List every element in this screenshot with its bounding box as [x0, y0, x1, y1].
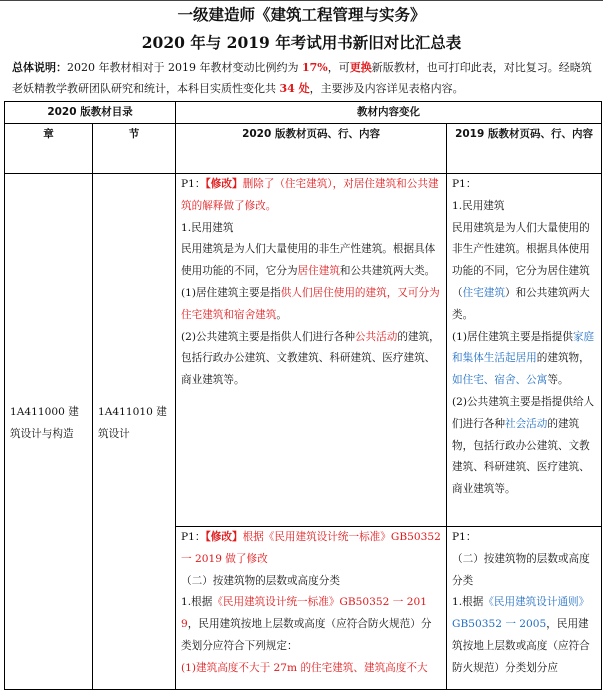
change-percent: 17%: [301, 61, 328, 74]
content-text: (2)公共建筑主要是指供人们进行各种: [181, 330, 355, 343]
row2-2020-note: [181, 527, 441, 571]
summary-label: 总体说明：: [12, 61, 67, 74]
content-line: [452, 392, 596, 501]
content-text: 和公共建筑两大类。: [339, 265, 436, 278]
header-2019-content: 2019 版教材页码、行、内容: [447, 124, 602, 174]
changed-text: 《民用建筑设计统一标准》GB50352 一 2019: [181, 596, 427, 631]
page-ref: P1：: [452, 531, 477, 543]
modify-note: 删除了（住宅建筑），对居住建筑和公共建筑的解释做了修改。: [181, 178, 439, 212]
content-text: 的建筑物，包括行政办公建筑、文教建筑、科研建筑、医疗建筑、商业建筑等。: [452, 417, 590, 496]
content-text: ，民用建筑按地上层数或高度（应符合防火规范）分类划分应符合下列规定：: [181, 618, 432, 652]
content-line: [181, 283, 441, 327]
changed-text: 家庭和集体生活起居用: [452, 330, 595, 365]
row1-2020-note: [181, 174, 441, 218]
summary-text: 2020 年教材相对于 2019 年教材变动比例约为: [67, 61, 302, 74]
replace-emphasis: 更换: [349, 61, 372, 74]
content-line: [181, 592, 441, 657]
content-text: 1.根据: [452, 596, 484, 609]
content-text: 民用建筑是为人们大量使用的非生产性建筑。根据具体使用功能的不同，它分为居住建筑（: [452, 221, 590, 299]
header-section: 节: [93, 124, 176, 174]
changed-text: 供人们居住使用的建筑，又可分为住宅建筑和宿舍建筑: [181, 286, 440, 321]
chapter-cell: 1A411000 建筑设计与构造: [5, 174, 93, 690]
content-text: ，民用建筑按地上层数或高度（应符合防火规范）分类划分应: [452, 618, 590, 674]
content-line: [452, 218, 596, 327]
page-ref: P1：: [181, 531, 206, 543]
summary-text: ，可: [327, 61, 350, 74]
content-text: (1)居住建筑主要是指提供: [452, 330, 573, 343]
content-text: 1.根据: [181, 596, 213, 609]
summary-text: ，主要涉及内容详见表格内容。: [309, 82, 464, 95]
doc-title: 一级建造师《建筑工程管理与实务》: [177, 5, 426, 24]
content-line: [452, 327, 596, 392]
changed-text: 社会活动: [504, 417, 548, 430]
changed-text: 公共活动: [354, 330, 398, 343]
content-line: [452, 592, 596, 679]
modify-note: 根据《民用建筑设计统一标准》GB50352 一 2019 做了修改: [181, 531, 441, 565]
changed-text: 住宅建筑: [462, 286, 505, 299]
content-text: 等。: [547, 374, 569, 387]
content-text: 民用建筑是为人们大量使用的非生产性建筑。根据具体使用功能的不同，它分为: [181, 243, 436, 278]
change-count: 34 处: [279, 82, 310, 95]
page-ref: P1：: [452, 178, 477, 190]
content-line: 1.民用建筑: [181, 221, 234, 234]
doc-subtitle: 2020 年与 2019 年考试用书新旧对比汇总表: [141, 33, 462, 52]
content-text: 的建筑，包括行政办公建筑、文教建筑、科研建筑、医疗建筑、商业建筑等。: [181, 330, 440, 387]
summary-paragraph: [12, 57, 596, 99]
modify-tag: 【修改】: [205, 178, 243, 190]
header-chapter: 章: [5, 124, 93, 174]
row1-2020-cell: [176, 174, 447, 527]
summary-text: 新版教材，也可打印此表，对比复习。经晓筑老妖精教学教研团队研究和统计，本科目实质性变化共: [12, 61, 592, 95]
content-text: (1)居住建筑主要是指: [181, 286, 281, 299]
header-content-change: 教材内容变化: [176, 102, 602, 124]
header-2020-content: 2020 版教材页码、行、内容: [176, 124, 447, 174]
page-ref: P1：: [181, 178, 206, 190]
content-line: （二）按建筑物的层数或高度分类: [452, 552, 590, 587]
content-text: ）和公共建筑两大类。: [452, 286, 590, 321]
content-line: [181, 327, 441, 392]
content-text: 。: [276, 308, 287, 321]
content-line: 1.民用建筑: [452, 199, 505, 212]
row2-2019-cell: [447, 527, 602, 690]
comparison-table: [4, 101, 602, 690]
content-line: [181, 239, 441, 283]
content-line: （二）按建筑物的层数或高度分类: [181, 574, 340, 587]
header-catalog-2020: 2020 版教材目录: [5, 102, 176, 124]
modify-tag: 【修改】: [205, 531, 243, 543]
row1-2019-cell: [447, 174, 602, 527]
row2-2020-cell: [176, 527, 447, 690]
content-text: 的建筑物，: [536, 352, 590, 365]
changed-text: 居住建筑: [297, 265, 340, 278]
section-cell: 1A411010 建筑设计: [93, 174, 176, 690]
top-rule: [0, 0, 603, 1]
content-text: (2)公共建筑主要是指提供给人们进行各种: [452, 395, 595, 430]
content-line: (1)建筑高度不大于 27m 的住宅建筑、建筑高度不大: [181, 661, 428, 674]
changed-text: 《民用建筑设计通则》GB50352 一 2005: [452, 596, 590, 631]
changed-text: 如住宅、宿舍、公寓: [452, 374, 548, 387]
